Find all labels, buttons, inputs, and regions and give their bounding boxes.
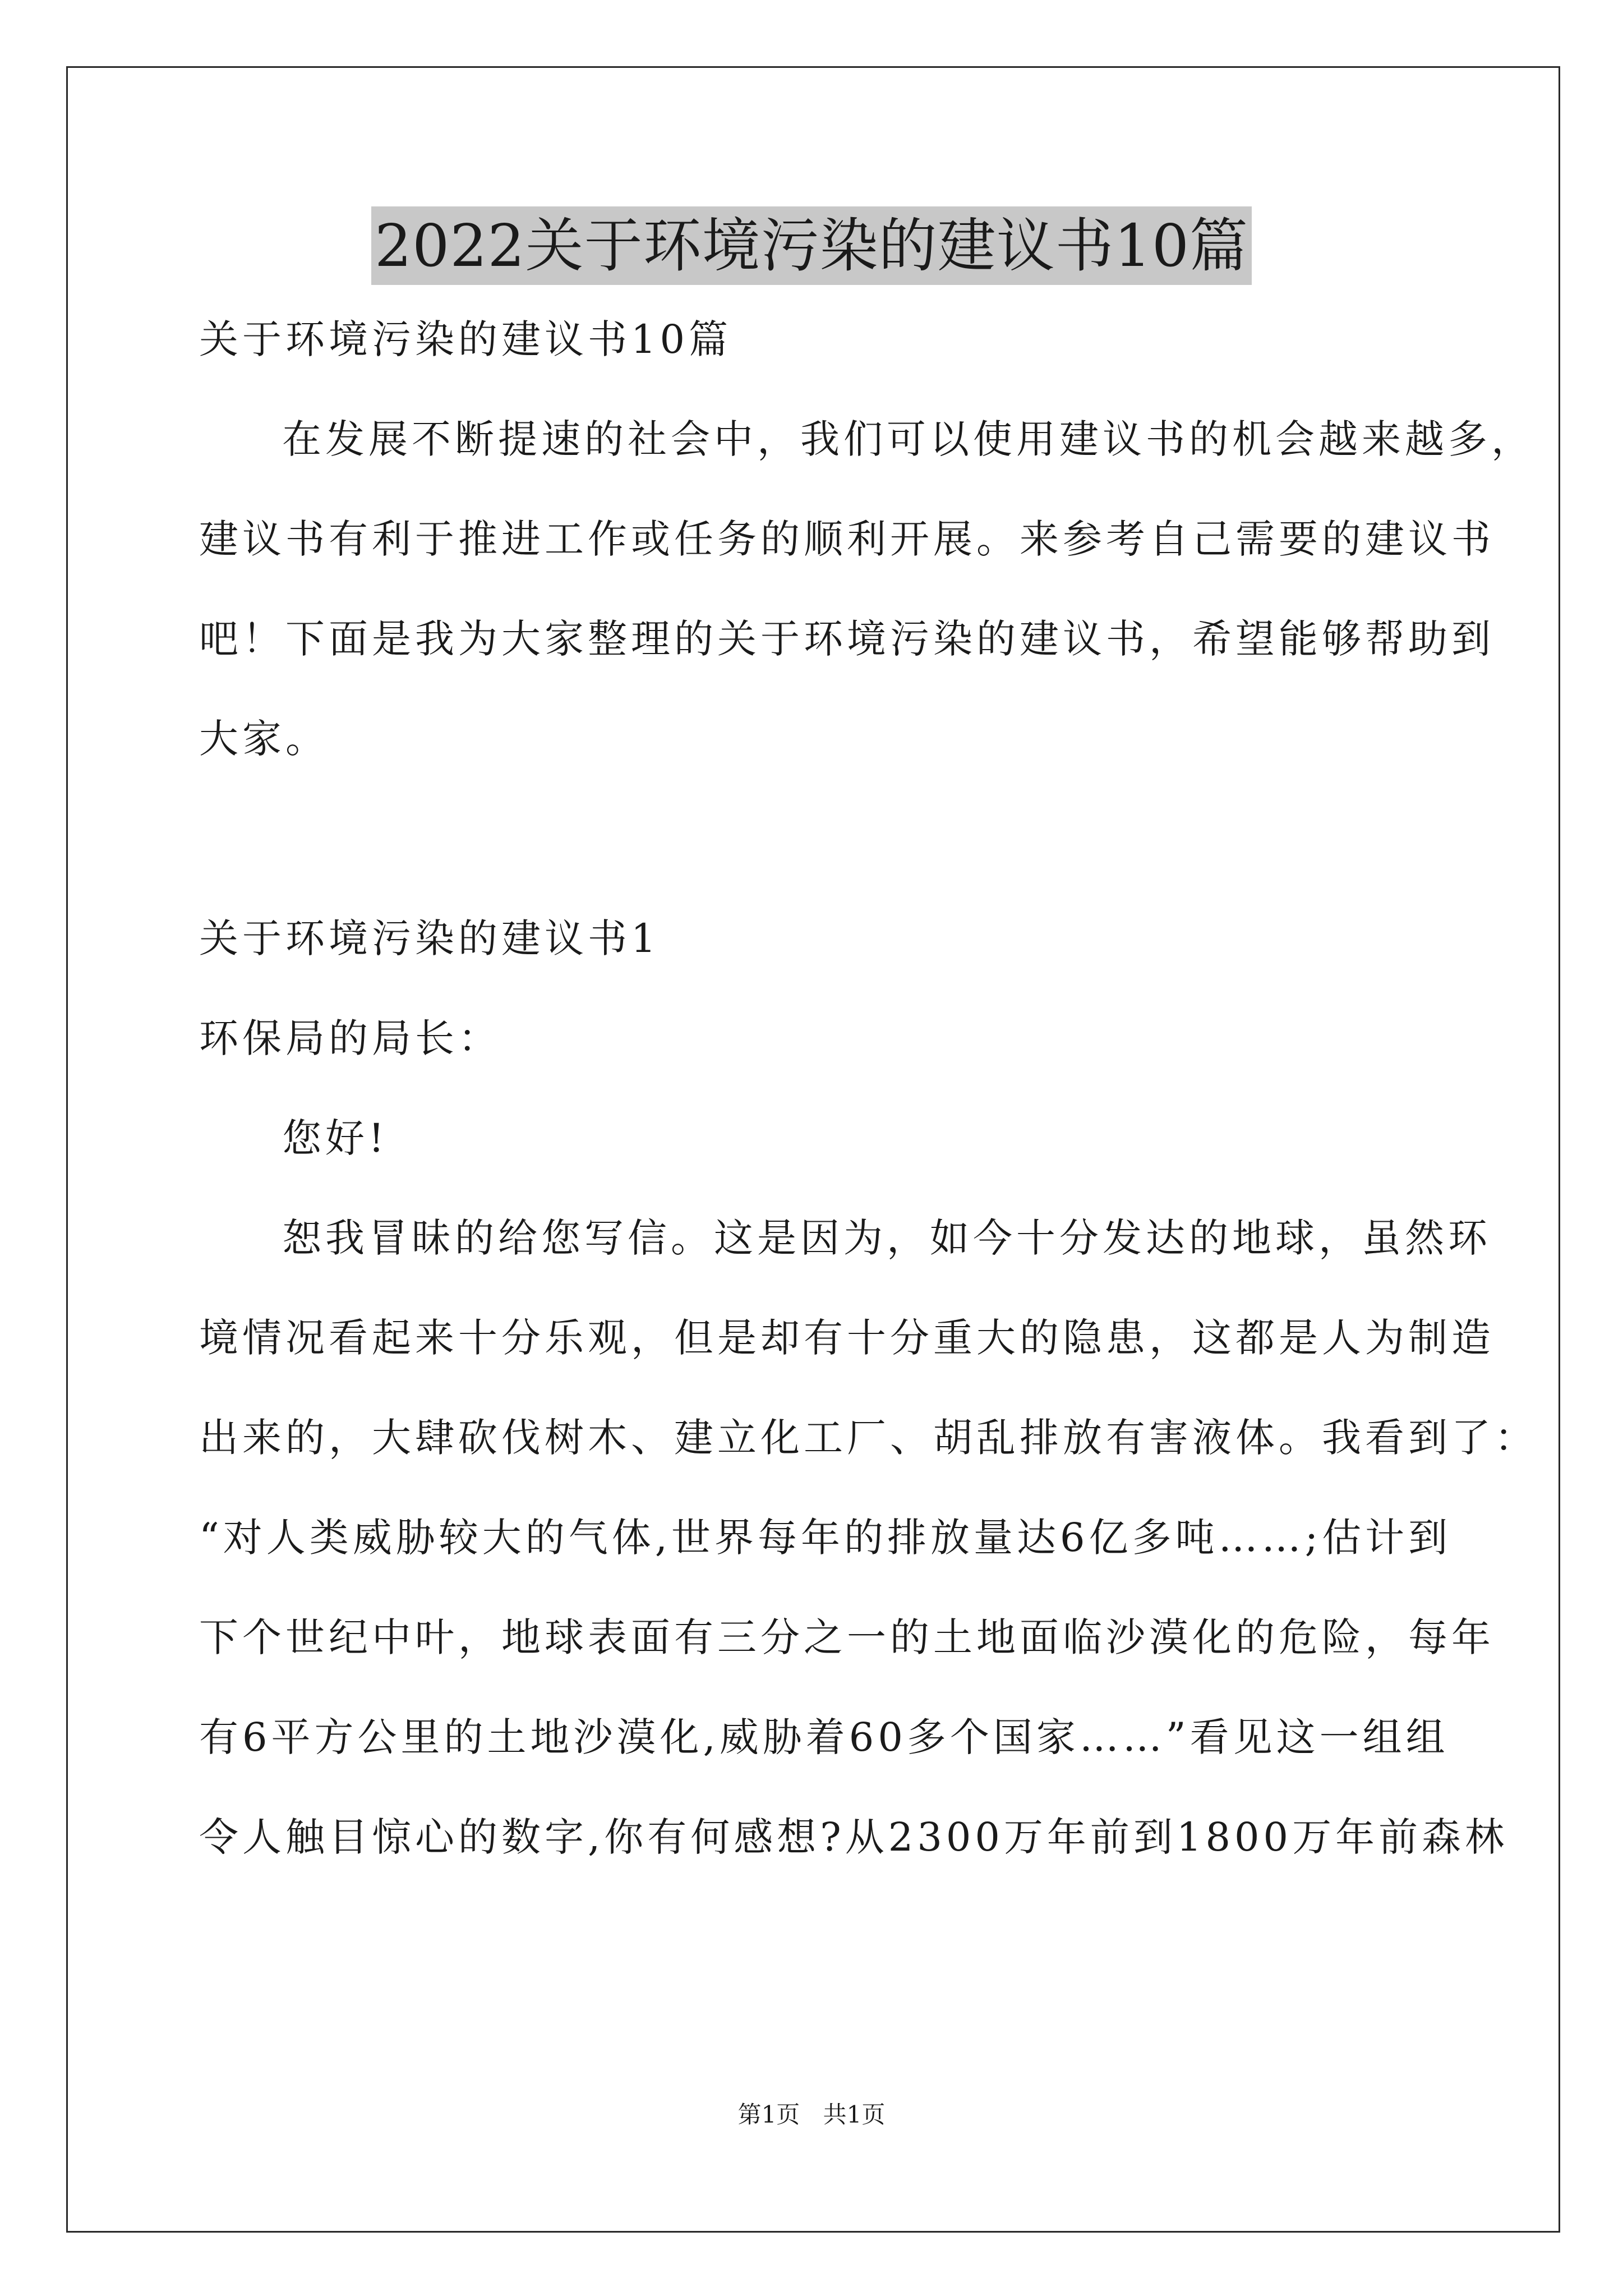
title-container: [0, 206, 1623, 285]
body-line: 出来的，大肆砍伐树木、建立化工厂、胡乱排放有害液体。我看到了：: [199, 1415, 1538, 1461]
document-subtitle: 关于环境污染的建议书10篇: [199, 316, 732, 362]
body-line: 令人触目惊心的数字,你有何感想?从2300万年前到1800万年前森林: [199, 1814, 1509, 1860]
body-line: 境情况看起来十分乐观，但是却有十分重大的隐患，这都是人为制造: [199, 1315, 1495, 1361]
page-number-current: 第1页: [737, 2101, 800, 2128]
salutation: 环保局的局长：: [199, 1015, 501, 1061]
page-number-total: 共1页: [823, 2101, 886, 2128]
body-line: 下个世纪中叶，地球表面有三分之一的土地面临沙漠化的危险，每年: [199, 1614, 1495, 1660]
document-body: [199, 311, 1538, 1865]
intro-line: 建议书有利于推进工作或任务的顺利开展。来参考自己需要的建议书: [199, 516, 1495, 562]
intro-line: 吧！下面是我为大家整理的关于环境污染的建议书，希望能够帮助到: [199, 616, 1495, 662]
intro-line: 在发展不断提速的社会中，我们可以使用建议书的机会越来越多，: [282, 416, 1534, 462]
document-title: 2022关于环境污染的建议书10篇: [371, 206, 1252, 285]
greeting: 您好!: [282, 1115, 389, 1161]
body-line: 恕我冒昧的给您写信。这是因为，如今十分发达的地球，虽然环: [282, 1215, 1491, 1261]
section-heading: 关于环境污染的建议书1: [199, 915, 660, 961]
body-line: “对人类威胁较大的气体,世界每年的排放量达6亿多吨……;估计到: [199, 1515, 1452, 1561]
page-footer: [0, 2098, 1623, 2132]
intro-line: 大家。: [199, 716, 329, 762]
body-line: 有6平方公里的土地沙漠化,威胁着60多个国家……”看见这一组组: [199, 1714, 1449, 1760]
